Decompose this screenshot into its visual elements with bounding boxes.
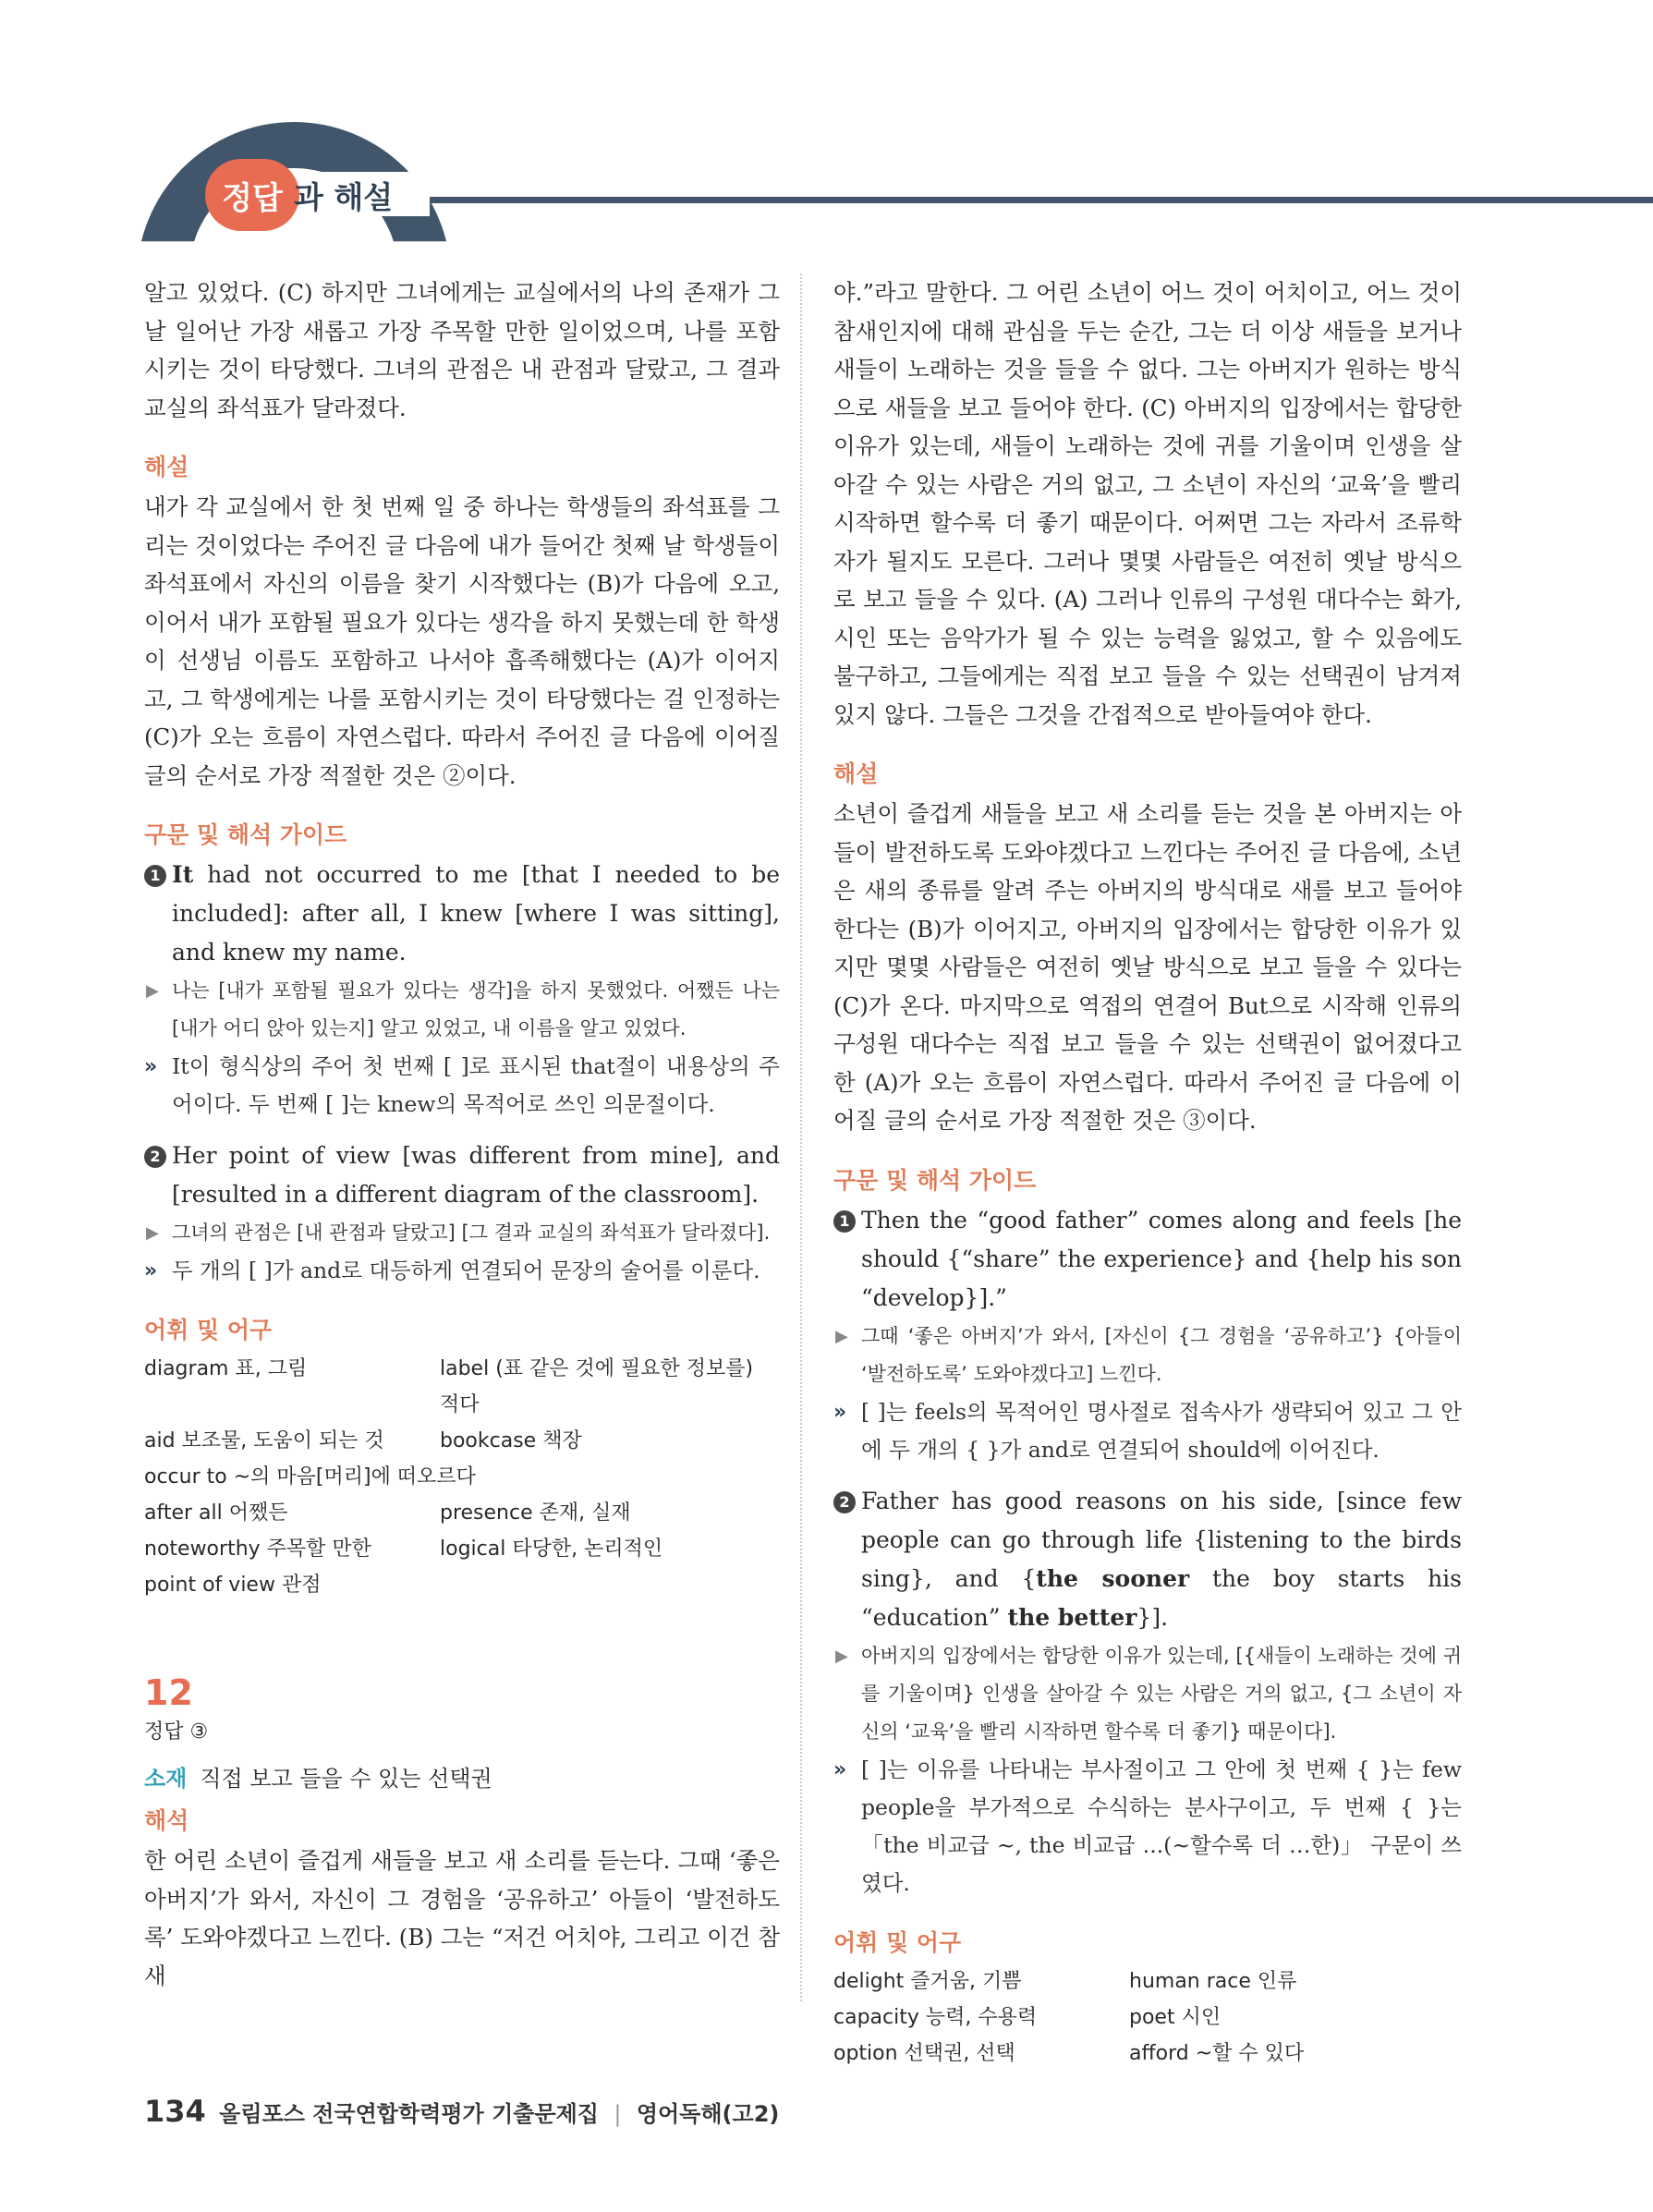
number-badge: 1 (833, 1210, 856, 1233)
book-title: 올림포스 전국연합학력평가 기출문제집 (219, 2101, 599, 2127)
topic-line: 소재 직접 보고 들을 수 있는 선택권 (144, 1766, 492, 1792)
vocab-item: capacity 능력, 수용력 (833, 2005, 1038, 2029)
vocab-list (144, 1351, 780, 1603)
explain-heading: 해설 (144, 454, 189, 480)
number-badge: 2 (144, 1146, 166, 1168)
vocab-item: noteworthy 주목할 만한 (144, 1537, 371, 1561)
number-badge: 1 (144, 865, 166, 887)
page-number: 134 (144, 2094, 206, 2129)
guide-heading: 구문 및 해석 가이드 (833, 1166, 1037, 1194)
vocab-item: human race 인류 (1129, 1969, 1297, 1993)
footer-separator: | (614, 2101, 622, 2127)
vocab-item: diagram 표, 그림 (144, 1357, 308, 1380)
guide-item-2: 2 Her point of view [was different from mine], and [resulted in a different diagram of the classroom]. (144, 1136, 780, 1214)
double-arrow-icon: » (144, 1259, 158, 1282)
page-footer (144, 2094, 779, 2129)
subject-name: 영어독해(고2) (636, 2101, 780, 2127)
number-badge: 2 (833, 1491, 856, 1513)
double-arrow-icon: » (833, 1757, 847, 1781)
answer-line: 정답 ③ (144, 1720, 209, 1744)
triangle-icon: ▶ (835, 1326, 848, 1346)
guide-note: » [ ]는 이유를 나타내는 부사절이고 그 안에 첫 번째 { }는 few people을 부가적으로 수식하는 분사구이고, 두 번째 { }는 「the 비교급 ~, the 비교급 ...(~할수록 더 …한)」 구문이 쓰였다. (833, 1751, 1462, 1902)
vocab-item: logical 타당한, 논리적인 (440, 1537, 663, 1561)
vocab-item: option 선택권, 선택 (833, 2041, 1015, 2065)
problem-number: 12 (144, 1672, 193, 1713)
vocab-item: aid 보조물, 도움이 되는 것 (144, 1429, 384, 1452)
vocab-item: delight 즐거움, 기쁨 (833, 1969, 1022, 1993)
vocab-heading: 어휘 및 어구 (833, 1928, 962, 1956)
section-title: 과 해설 (294, 179, 394, 215)
triangle-icon: ▶ (835, 1646, 848, 1666)
topic-label: 소재 (144, 1766, 188, 1792)
triangle-icon: ▶ (146, 1223, 159, 1243)
answer-badge: 정답 (205, 159, 299, 231)
guide-item-2: 2 Father has good reasons on his side, [since few people can go through life {listening to the birds sing}, and {the sooner the boy starts his “education” the better}]. (833, 1482, 1462, 1637)
vocab-item: bookcase 책장 (440, 1429, 582, 1452)
triangle-icon: ▶ (146, 981, 159, 1001)
vocab-item: after all 어쨌든 (144, 1501, 288, 1525)
vocab-item: occur to ~의 마음[머리]에 떠오르다 (144, 1465, 476, 1489)
double-arrow-icon: » (833, 1400, 847, 1424)
guide-translation: ▶ 그녀의 관점은 [내 관점과 달랐고] [그 결과 교실의 좌석표가 달라졌다]. (144, 1214, 780, 1252)
double-arrow-icon: » (144, 1055, 158, 1078)
guide-translation: ▶ 아버지의 입장에서는 합당한 이유가 있는데, [{새들이 노래하는 것에 귀를 기울이며} 인생을 살아갈 수 있는 사람은 거의 없고, {그 소년이 자신의 ‘교육’을 빨리 시작하면 할수록 더 좋기} 때문이다]. (833, 1637, 1462, 1751)
column-divider (800, 273, 802, 2001)
guide-heading: 구문 및 해석 가이드 (144, 821, 347, 848)
explanation-text: 내가 각 교실에서 한 첫 번째 일 중 하나는 학생들의 좌석표를 그리는 것이었다는 주어진 글 다음에 내가 들어간 첫째 날 학생들이 좌석표에서 자신의 이름을 찾기 시작했다는 (B)가 다음에 오고, 이어서 내가 포함될 필요가 있다는 생각을 하지 못했는데 한 학생이 선생님 이름도 포함하고 나서야 흡족해했다는 (A)가 이어지고, 그 학생에게는 나를 포함시키는 것이 타당했다는 걸 인정하는 (C)가 오는 흐름이 자연스럽다. 따라서 주어진 글 다음에 이어질 글의 순서로 가장 적절한 것은 ②이다. (144, 493, 780, 789)
vocab-item: point of view 관점 (144, 1574, 322, 1597)
right-column (833, 273, 1462, 2072)
guide-item-1: 1 Then the “good father” comes along and feels [he should {“share” the experience} and {help his son “develop}].” (833, 1201, 1462, 1318)
header-rule (397, 197, 1653, 203)
translation-text: 한 어린 소년이 즐겁게 새들을 보고 새 소리를 듣는다. 그때 ‘좋은 아버지’가 와서, 자신이 그 경험을 ‘공유하고’ 아들이 ‘발전하도록’ 도와야겠다고 느낀다. (B) 그는 “저건 어치야, 그리고 이건 참새 (144, 1847, 780, 1989)
vocab-item: presence 존재, 실재 (440, 1501, 631, 1525)
left-column (144, 273, 780, 1995)
vocab-item: label (표 같은 것에 필요한 정보를) 적다 (440, 1357, 754, 1416)
vocab-item: afford ~할 수 있다 (1129, 2041, 1305, 2065)
guide-note: » 두 개의 [ ]가 and로 대등하게 연결되어 문장의 술어를 이룬다. (144, 1252, 780, 1290)
guide-translation: ▶ 나는 [내가 포함될 필요가 있다는 생각]을 하지 못했었다. 어쨌든 나는 [내가 어디 앉아 있는지] 알고 있었고, 내 이름을 알고 있었다. (144, 972, 780, 1048)
translation-continued: 알고 있었다. (C) 하지만 그녀에게는 교실에서의 나의 존재가 그 날 일어난 가장 새롭고 가장 주목할 만한 일이었으며, 나를 포함시키는 것이 타당했다. 그녀의 관점은 내 관점과 달랐고, 그 결과 교실의 좌석표가 달라졌다. (144, 279, 780, 421)
guide-translation: ▶ 그때 ‘좋은 아버지’가 와서, [자신이 {그 경험을 ‘공유하고’} {아들이 ‘발전하도록’ 도와야겠다고] 느낀다. (833, 1318, 1462, 1393)
vocab-list (833, 1963, 1462, 2072)
vocab-heading: 어휘 및 어구 (144, 1317, 273, 1343)
explain-heading: 해설 (833, 760, 879, 787)
translation-heading: 해석 (144, 1807, 189, 1834)
guide-note: » [ ]는 feels의 목적어인 명사절로 접속사가 생략되어 있고 그 안에 두 개의 { }가 and로 연결되어 should에 이어진다. (833, 1393, 1462, 1469)
guide-note: » It이 형식상의 주어 첫 번째 [ ]로 표시된 that절이 내용상의 주어이다. 두 번째 [ ]는 knew의 목적어로 쓰인 의문절이다. (144, 1048, 780, 1124)
translation-continued: 야.”라고 말한다. 그 어린 소년이 어느 것이 어치이고, 어느 것이 참새인지에 대해 관심을 두는 순간, 그는 더 이상 새들을 보거나 새들이 노래하는 것을 들을 수 없다. 그는 아버지가 원하는 방식으로 새들을 보고 들어야 한다. (C) 아버지의 입장에서는 합당한 이유가 있는데, 새들이 노래하는 것에 귀를 기울이며 인생을 살아갈 수 있는 사람은 거의 없고, 그 소년이 자신의 ‘교육’을 빨리 시작하면 할수록 더 좋기 때문이다. 어쩌면 그는 자라서 조류학자가 될지도 모른다. 그러나 몇몇 사람들은 여전히 옛날 방식으로 보고 들을 수 있다. (A) 그러나 인류의 구성원 대다수는 화가, 시인 또는 음악가가 될 수 있는 능력을 잃었고, 할 수 있음에도 불구하고, 그들에게는 직접 보고 들을 수 있는 선택권이 남겨져 있지 않다. 그들은 그것을 간접적으로 받아들여야 한다. (833, 279, 1462, 728)
guide-item-1: 1 It had not occurred to me [that I needed to be included]: after all, I knew [where I was sitting], and knew my name. (144, 856, 780, 972)
explanation-text: 소년이 즐겁게 새들을 보고 새 소리를 듣는 것을 본 아버지는 아들이 발전하도록 도와야겠다고 느낀다는 주어진 글 다음에, 소년은 새의 종류를 알려 주는 아버지의 방식대로 새를 보고 들어야 한다는 (B)가 이어지고, 아버지의 입장에서는 합당한 이유가 있지만 몇몇 사람들은 여전히 옛날 방식으로 보고 들을 수 있다는 (C)가 온다. 마지막으로 역접의 연결어 But으로 시작해 인류의 구성원 대다수는 직접 보고 들을 수 있는 선택권이 없어졌다고 한 (A)가 오는 흐름이 자연스럽다. 따라서 주어진 글 다음에 이어질 글의 순서로 가장 적절한 것은 ③이다. (833, 800, 1462, 1134)
vocab-item: poet 시인 (1129, 2005, 1222, 2029)
